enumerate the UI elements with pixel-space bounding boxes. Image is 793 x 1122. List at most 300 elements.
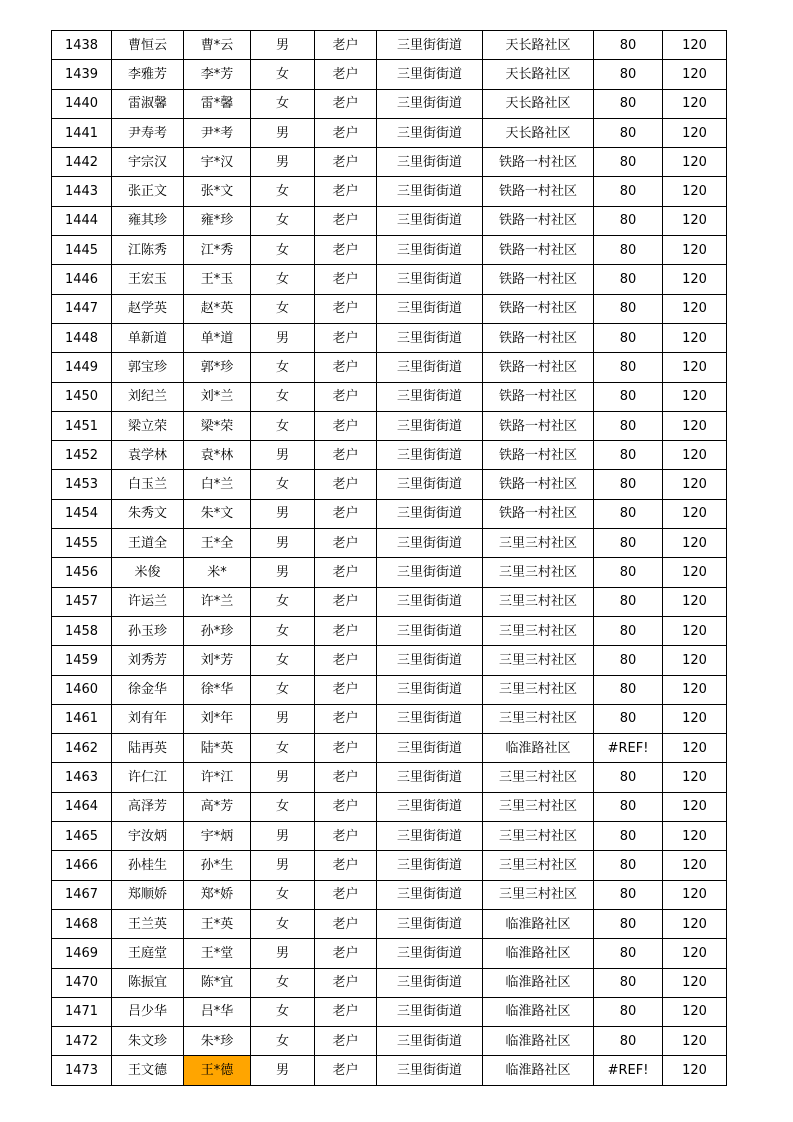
row-number-cell: 1469 — [52, 939, 112, 968]
full-name-cell: 白玉兰 — [112, 470, 184, 499]
full-name-cell: 梁立荣 — [112, 411, 184, 440]
amount-a-cell: #REF! — [594, 734, 663, 763]
amount-b-cell: 120 — [663, 763, 727, 792]
amount-b-cell: 120 — [663, 616, 727, 645]
subdistrict-cell: 三里街街道 — [377, 1027, 483, 1056]
gender-cell: 男 — [251, 939, 315, 968]
amount-a-cell: 80 — [594, 206, 663, 235]
full-name-cell: 王兰英 — [112, 909, 184, 938]
amount-b-cell: 120 — [663, 353, 727, 382]
community-cell: 临淮路社区 — [483, 968, 594, 997]
subdistrict-cell: 三里街街道 — [377, 118, 483, 147]
household-type-cell: 老户 — [315, 997, 377, 1026]
amount-a-cell: 80 — [594, 441, 663, 470]
amount-b-cell: 120 — [663, 792, 727, 821]
subdistrict-cell: 三里街街道 — [377, 470, 483, 499]
row-number-cell: 1445 — [52, 236, 112, 265]
table-row — [52, 822, 727, 851]
subdistrict-cell: 三里街街道 — [377, 763, 483, 792]
amount-b-cell: 120 — [663, 734, 727, 763]
amount-b-cell: 120 — [663, 441, 727, 470]
row-number-cell: 1446 — [52, 265, 112, 294]
masked-name-cell: 孙*珍 — [184, 616, 251, 645]
amount-a-cell: 80 — [594, 382, 663, 411]
row-number-cell: 1464 — [52, 792, 112, 821]
gender-cell: 女 — [251, 675, 315, 704]
amount-b-cell: 120 — [663, 89, 727, 118]
full-name-cell: 米俊 — [112, 558, 184, 587]
amount-a-cell: 80 — [594, 587, 663, 616]
amount-a-cell: 80 — [594, 323, 663, 352]
masked-name-cell: 曹*云 — [184, 31, 251, 60]
gender-cell: 女 — [251, 1027, 315, 1056]
row-number-cell: 1473 — [52, 1056, 112, 1085]
amount-b-cell: 120 — [663, 587, 727, 616]
amount-a-cell: 80 — [594, 470, 663, 499]
amount-b-cell: 120 — [663, 118, 727, 147]
full-name-cell: 郭宝珍 — [112, 353, 184, 382]
masked-name-cell: 许*江 — [184, 763, 251, 792]
gender-cell: 男 — [251, 118, 315, 147]
table-row — [52, 118, 727, 147]
community-cell: 三里三村社区 — [483, 792, 594, 821]
amount-b-cell: 120 — [663, 294, 727, 323]
roster-table — [51, 30, 727, 1086]
full-name-cell: 许运兰 — [112, 587, 184, 616]
amount-a-cell: #REF! — [594, 1056, 663, 1085]
gender-cell: 女 — [251, 353, 315, 382]
masked-name-cell: 宇*炳 — [184, 822, 251, 851]
gender-cell: 男 — [251, 441, 315, 470]
full-name-cell: 王庭堂 — [112, 939, 184, 968]
masked-name-cell: 许*兰 — [184, 587, 251, 616]
table-row — [52, 31, 727, 60]
table-row — [52, 997, 727, 1026]
amount-a-cell: 80 — [594, 822, 663, 851]
household-type-cell: 老户 — [315, 529, 377, 558]
table-row — [52, 265, 727, 294]
full-name-cell: 许仁江 — [112, 763, 184, 792]
row-number-cell: 1466 — [52, 851, 112, 880]
amount-a-cell: 80 — [594, 646, 663, 675]
amount-b-cell: 120 — [663, 177, 727, 206]
subdistrict-cell: 三里街街道 — [377, 704, 483, 733]
community-cell: 三里三村社区 — [483, 675, 594, 704]
table-row — [52, 616, 727, 645]
full-name-cell: 雍其珍 — [112, 206, 184, 235]
subdistrict-cell: 三里街街道 — [377, 441, 483, 470]
community-cell: 铁路一村社区 — [483, 323, 594, 352]
amount-b-cell: 120 — [663, 382, 727, 411]
amount-a-cell: 80 — [594, 177, 663, 206]
amount-b-cell: 120 — [663, 851, 727, 880]
table-row — [52, 646, 727, 675]
table-row — [52, 206, 727, 235]
household-type-cell: 老户 — [315, 265, 377, 294]
household-type-cell: 老户 — [315, 323, 377, 352]
household-type-cell: 老户 — [315, 616, 377, 645]
table-row — [52, 1027, 727, 1056]
subdistrict-cell: 三里街街道 — [377, 323, 483, 352]
community-cell: 天长路社区 — [483, 31, 594, 60]
gender-cell: 男 — [251, 1056, 315, 1085]
table-row — [52, 968, 727, 997]
table-row — [52, 353, 727, 382]
row-number-cell: 1472 — [52, 1027, 112, 1056]
table-row — [52, 60, 727, 89]
amount-a-cell: 80 — [594, 89, 663, 118]
amount-a-cell: 80 — [594, 792, 663, 821]
amount-b-cell: 120 — [663, 31, 727, 60]
masked-name-cell: 陈*宜 — [184, 968, 251, 997]
row-number-cell: 1471 — [52, 997, 112, 1026]
masked-name-cell: 雷*馨 — [184, 89, 251, 118]
household-type-cell: 老户 — [315, 236, 377, 265]
row-number-cell: 1457 — [52, 587, 112, 616]
amount-b-cell: 120 — [663, 675, 727, 704]
household-type-cell: 老户 — [315, 60, 377, 89]
table-row — [52, 675, 727, 704]
household-type-cell: 老户 — [315, 1056, 377, 1085]
subdistrict-cell: 三里街街道 — [377, 236, 483, 265]
masked-name-cell: 尹*考 — [184, 118, 251, 147]
community-cell: 天长路社区 — [483, 118, 594, 147]
table-row — [52, 236, 727, 265]
amount-a-cell: 80 — [594, 353, 663, 382]
amount-a-cell: 80 — [594, 265, 663, 294]
amount-b-cell: 120 — [663, 646, 727, 675]
row-number-cell: 1456 — [52, 558, 112, 587]
gender-cell: 女 — [251, 587, 315, 616]
community-cell: 铁路一村社区 — [483, 470, 594, 499]
roster-body — [52, 31, 727, 1086]
gender-cell: 女 — [251, 265, 315, 294]
masked-name-cell: 王*玉 — [184, 265, 251, 294]
masked-name-cell: 单*道 — [184, 323, 251, 352]
masked-name-cell: 宇*汉 — [184, 148, 251, 177]
amount-b-cell: 120 — [663, 148, 727, 177]
amount-a-cell: 80 — [594, 880, 663, 909]
household-type-cell: 老户 — [315, 646, 377, 675]
amount-b-cell: 120 — [663, 206, 727, 235]
subdistrict-cell: 三里街街道 — [377, 792, 483, 821]
subdistrict-cell: 三里街街道 — [377, 529, 483, 558]
row-number-cell: 1451 — [52, 411, 112, 440]
household-type-cell: 老户 — [315, 118, 377, 147]
community-cell: 临淮路社区 — [483, 1027, 594, 1056]
masked-name-cell: 米* — [184, 558, 251, 587]
row-number-cell: 1453 — [52, 470, 112, 499]
full-name-cell: 徐金华 — [112, 675, 184, 704]
subdistrict-cell: 三里街街道 — [377, 851, 483, 880]
subdistrict-cell: 三里街街道 — [377, 646, 483, 675]
amount-a-cell: 80 — [594, 997, 663, 1026]
table-row — [52, 880, 727, 909]
gender-cell: 男 — [251, 704, 315, 733]
amount-b-cell: 120 — [663, 822, 727, 851]
gender-cell: 女 — [251, 294, 315, 323]
household-type-cell: 老户 — [315, 353, 377, 382]
household-type-cell: 老户 — [315, 675, 377, 704]
gender-cell: 女 — [251, 734, 315, 763]
amount-a-cell: 80 — [594, 499, 663, 528]
row-number-cell: 1470 — [52, 968, 112, 997]
amount-a-cell: 80 — [594, 236, 663, 265]
community-cell: 三里三村社区 — [483, 646, 594, 675]
amount-a-cell: 80 — [594, 675, 663, 704]
amount-a-cell: 80 — [594, 851, 663, 880]
full-name-cell: 袁学林 — [112, 441, 184, 470]
community-cell: 铁路一村社区 — [483, 382, 594, 411]
household-type-cell: 老户 — [315, 734, 377, 763]
gender-cell: 女 — [251, 206, 315, 235]
full-name-cell: 朱秀文 — [112, 499, 184, 528]
row-number-cell: 1443 — [52, 177, 112, 206]
subdistrict-cell: 三里街街道 — [377, 499, 483, 528]
subdistrict-cell: 三里街街道 — [377, 880, 483, 909]
amount-b-cell: 120 — [663, 323, 727, 352]
row-number-cell: 1454 — [52, 499, 112, 528]
row-number-cell: 1455 — [52, 529, 112, 558]
gender-cell: 男 — [251, 31, 315, 60]
household-type-cell: 老户 — [315, 441, 377, 470]
community-cell: 三里三村社区 — [483, 587, 594, 616]
gender-cell: 女 — [251, 646, 315, 675]
subdistrict-cell: 三里街街道 — [377, 353, 483, 382]
amount-a-cell: 80 — [594, 31, 663, 60]
row-number-cell: 1452 — [52, 441, 112, 470]
full-name-cell: 郑顺娇 — [112, 880, 184, 909]
subdistrict-cell: 三里街街道 — [377, 1056, 483, 1085]
amount-a-cell: 80 — [594, 763, 663, 792]
row-number-cell: 1438 — [52, 31, 112, 60]
masked-name-cell: 王*堂 — [184, 939, 251, 968]
full-name-cell: 江陈秀 — [112, 236, 184, 265]
gender-cell: 男 — [251, 529, 315, 558]
gender-cell: 男 — [251, 323, 315, 352]
full-name-cell: 朱文珍 — [112, 1027, 184, 1056]
household-type-cell: 老户 — [315, 792, 377, 821]
amount-b-cell: 120 — [663, 1027, 727, 1056]
row-number-cell: 1450 — [52, 382, 112, 411]
household-type-cell: 老户 — [315, 499, 377, 528]
subdistrict-cell: 三里街街道 — [377, 148, 483, 177]
table-row — [52, 704, 727, 733]
table-row — [52, 558, 727, 587]
amount-b-cell: 120 — [663, 529, 727, 558]
amount-b-cell: 120 — [663, 236, 727, 265]
table-row — [52, 939, 727, 968]
household-type-cell: 老户 — [315, 763, 377, 792]
full-name-cell: 宇宗汉 — [112, 148, 184, 177]
masked-name-cell: 徐*华 — [184, 675, 251, 704]
household-type-cell: 老户 — [315, 822, 377, 851]
subdistrict-cell: 三里街街道 — [377, 558, 483, 587]
amount-a-cell: 80 — [594, 939, 663, 968]
gender-cell: 男 — [251, 822, 315, 851]
household-type-cell: 老户 — [315, 968, 377, 997]
table-row — [52, 763, 727, 792]
household-type-cell: 老户 — [315, 148, 377, 177]
amount-b-cell: 120 — [663, 60, 727, 89]
community-cell: 铁路一村社区 — [483, 294, 594, 323]
community-cell: 临淮路社区 — [483, 734, 594, 763]
household-type-cell: 老户 — [315, 851, 377, 880]
full-name-cell: 吕少华 — [112, 997, 184, 1026]
amount-b-cell: 120 — [663, 499, 727, 528]
household-type-cell: 老户 — [315, 206, 377, 235]
household-type-cell: 老户 — [315, 177, 377, 206]
household-type-cell: 老户 — [315, 294, 377, 323]
amount-b-cell: 120 — [663, 939, 727, 968]
amount-b-cell: 120 — [663, 968, 727, 997]
amount-a-cell: 80 — [594, 529, 663, 558]
community-cell: 铁路一村社区 — [483, 265, 594, 294]
row-number-cell: 1440 — [52, 89, 112, 118]
community-cell: 三里三村社区 — [483, 529, 594, 558]
community-cell: 临淮路社区 — [483, 997, 594, 1026]
community-cell: 铁路一村社区 — [483, 499, 594, 528]
masked-name-cell: 袁*林 — [184, 441, 251, 470]
row-number-cell: 1468 — [52, 909, 112, 938]
amount-a-cell: 80 — [594, 1027, 663, 1056]
full-name-cell: 李雅芳 — [112, 60, 184, 89]
masked-name-cell: 刘*年 — [184, 704, 251, 733]
table-row — [52, 1056, 727, 1085]
table-row — [52, 470, 727, 499]
gender-cell: 男 — [251, 558, 315, 587]
full-name-cell: 刘纪兰 — [112, 382, 184, 411]
full-name-cell: 单新道 — [112, 323, 184, 352]
subdistrict-cell: 三里街街道 — [377, 675, 483, 704]
row-number-cell: 1467 — [52, 880, 112, 909]
masked-name-cell: 雍*珍 — [184, 206, 251, 235]
amount-b-cell: 120 — [663, 470, 727, 499]
community-cell: 铁路一村社区 — [483, 411, 594, 440]
gender-cell: 女 — [251, 382, 315, 411]
masked-name-cell: 江*秀 — [184, 236, 251, 265]
amount-b-cell: 120 — [663, 558, 727, 587]
gender-cell: 女 — [251, 880, 315, 909]
masked-name-cell: 刘*兰 — [184, 382, 251, 411]
row-number-cell: 1460 — [52, 675, 112, 704]
community-cell: 三里三村社区 — [483, 763, 594, 792]
household-type-cell: 老户 — [315, 587, 377, 616]
masked-name-cell: 高*芳 — [184, 792, 251, 821]
row-number-cell: 1439 — [52, 60, 112, 89]
amount-b-cell: 120 — [663, 1056, 727, 1085]
community-cell: 铁路一村社区 — [483, 353, 594, 382]
gender-cell: 女 — [251, 236, 315, 265]
subdistrict-cell: 三里街街道 — [377, 206, 483, 235]
full-name-cell: 王文德 — [112, 1056, 184, 1085]
gender-cell: 男 — [251, 148, 315, 177]
table-row — [52, 734, 727, 763]
full-name-cell: 陆再英 — [112, 734, 184, 763]
masked-name-cell: 李*芳 — [184, 60, 251, 89]
table-row — [52, 294, 727, 323]
community-cell: 三里三村社区 — [483, 880, 594, 909]
household-type-cell: 老户 — [315, 939, 377, 968]
full-name-cell: 尹寿考 — [112, 118, 184, 147]
subdistrict-cell: 三里街街道 — [377, 411, 483, 440]
amount-a-cell: 80 — [594, 558, 663, 587]
amount-a-cell: 80 — [594, 294, 663, 323]
masked-name-cell: 王*全 — [184, 529, 251, 558]
gender-cell: 女 — [251, 60, 315, 89]
community-cell: 铁路一村社区 — [483, 177, 594, 206]
community-cell: 三里三村社区 — [483, 851, 594, 880]
community-cell: 三里三村社区 — [483, 616, 594, 645]
gender-cell: 女 — [251, 968, 315, 997]
table-row — [52, 909, 727, 938]
full-name-cell: 刘秀芳 — [112, 646, 184, 675]
amount-b-cell: 120 — [663, 411, 727, 440]
full-name-cell: 孙桂生 — [112, 851, 184, 880]
full-name-cell: 王宏玉 — [112, 265, 184, 294]
amount-a-cell: 80 — [594, 148, 663, 177]
gender-cell: 女 — [251, 470, 315, 499]
amount-a-cell: 80 — [594, 60, 663, 89]
amount-a-cell: 80 — [594, 909, 663, 938]
row-number-cell: 1459 — [52, 646, 112, 675]
masked-name-cell: 郑*娇 — [184, 880, 251, 909]
community-cell: 三里三村社区 — [483, 558, 594, 587]
masked-name-cell: 刘*芳 — [184, 646, 251, 675]
household-type-cell: 老户 — [315, 558, 377, 587]
community-cell: 铁路一村社区 — [483, 148, 594, 177]
row-number-cell: 1458 — [52, 616, 112, 645]
table-row — [52, 792, 727, 821]
household-type-cell: 老户 — [315, 704, 377, 733]
masked-name-cell: 赵*英 — [184, 294, 251, 323]
community-cell: 临淮路社区 — [483, 909, 594, 938]
masked-name-cell: 朱*文 — [184, 499, 251, 528]
table-row — [52, 148, 727, 177]
row-number-cell: 1442 — [52, 148, 112, 177]
full-name-cell: 刘有年 — [112, 704, 184, 733]
table-row — [52, 851, 727, 880]
household-type-cell: 老户 — [315, 1027, 377, 1056]
amount-a-cell: 80 — [594, 411, 663, 440]
amount-a-cell: 80 — [594, 704, 663, 733]
full-name-cell: 雷淑馨 — [112, 89, 184, 118]
masked-name-cell: 陆*英 — [184, 734, 251, 763]
full-name-cell: 陈振宜 — [112, 968, 184, 997]
row-number-cell: 1444 — [52, 206, 112, 235]
subdistrict-cell: 三里街街道 — [377, 89, 483, 118]
subdistrict-cell: 三里街街道 — [377, 909, 483, 938]
full-name-cell: 王道全 — [112, 529, 184, 558]
household-type-cell: 老户 — [315, 382, 377, 411]
amount-a-cell: 80 — [594, 616, 663, 645]
amount-b-cell: 120 — [663, 909, 727, 938]
full-name-cell: 张正文 — [112, 177, 184, 206]
household-type-cell: 老户 — [315, 411, 377, 440]
subdistrict-cell: 三里街街道 — [377, 616, 483, 645]
gender-cell: 女 — [251, 997, 315, 1026]
amount-b-cell: 120 — [663, 880, 727, 909]
household-type-cell: 老户 — [315, 909, 377, 938]
subdistrict-cell: 三里街街道 — [377, 294, 483, 323]
community-cell: 三里三村社区 — [483, 822, 594, 851]
community-cell: 天长路社区 — [483, 89, 594, 118]
masked-name-cell: 王*英 — [184, 909, 251, 938]
subdistrict-cell: 三里街街道 — [377, 31, 483, 60]
community-cell: 天长路社区 — [483, 60, 594, 89]
masked-name-cell: 张*文 — [184, 177, 251, 206]
community-cell: 铁路一村社区 — [483, 206, 594, 235]
